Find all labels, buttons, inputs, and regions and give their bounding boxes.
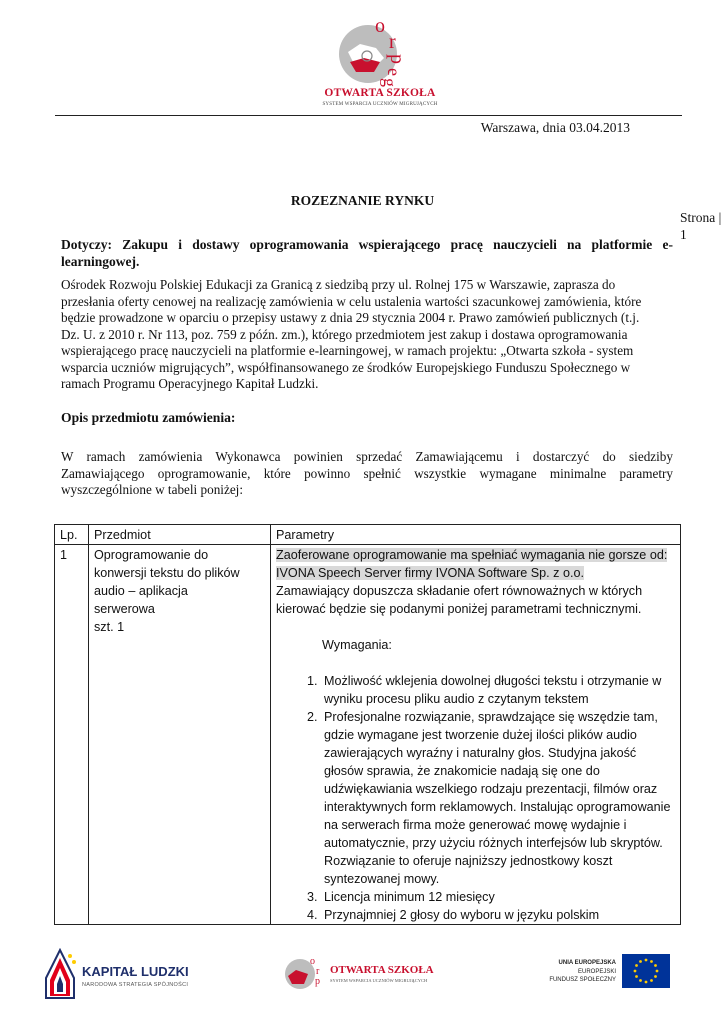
kapital-ludzki-emblem-icon [40, 948, 80, 1002]
row-lp: 1 [55, 545, 89, 925]
section-line: Zamawiającego oprogramowanie, które powinno spełnić wszystkie wymagane minimalne parametry [61, 465, 673, 481]
intro-line: Dz. U. z 2010 r. Nr 113, poz. 759 z późn. zm.), którego przedmiotem jest zakup i dostawa oprogramowania [61, 326, 628, 342]
eu-fund-line2: FUNDUSZ SPOŁECZNY [549, 977, 616, 983]
logo-letter-r: r [389, 31, 396, 53]
eu-title: UNIA EUROPEJSKA [558, 960, 616, 966]
page-number-value: 1 [680, 227, 687, 242]
orpeg-emblem-icon [320, 12, 440, 88]
svg-text:p: p [315, 976, 320, 987]
table-header-row [55, 525, 681, 545]
requirements-list [276, 672, 675, 924]
header-brand-subtitle: SYSTEM WSPARCIA UCZNIÓW MIGRUJĄCYCH [322, 102, 438, 107]
intro-line: będzie prowadzone w oparciu o przepisy ustawy z dnia 29 stycznia 2004 r. Prawo zamówień publicznych (t.j. [61, 310, 640, 325]
equivalent-offers-note: Zamawiający dopuszcza składanie ofert równoważnych w których kierować będzie się podanymi poniżej parametrami technicznymi. [276, 584, 643, 616]
footer-logos [0, 940, 725, 1000]
page-number-label: Strona | [680, 210, 722, 225]
requirements-title: Wymagania: [322, 638, 392, 652]
section-heading: Opis przedmiotu zamówienia: [61, 410, 236, 425]
header-lp: Lp. [55, 525, 89, 545]
otwarta-szkola-footer-logo [282, 952, 442, 992]
intro-line: wspierającego pracę nauczycieli na platformie e-learningowej, w ramach projektu: „Otwarta szkoła - system [61, 343, 634, 358]
section-paragraph [61, 449, 673, 499]
otwarta-szkola-subtitle: SYSTEM WSPARCIA UCZNIÓW MIGRUJĄCYCH [330, 978, 428, 983]
row-subject [89, 545, 271, 925]
page-title: ROZEZNANIE RYNKU [290, 193, 435, 208]
requirement-item: 1. Możliwość wklejenia dowolnej długości tekstu i otrzymanie w wyniku procesu pliku audio z czytanym tekstem [321, 672, 675, 708]
header-parameters: Parametry [271, 525, 681, 545]
intro-paragraph [61, 277, 673, 393]
section-line: W ramach zamówienia Wykonawca powinien sprzedać Zamawiającemu i dostarczyć do siedziby [61, 449, 673, 464]
logo-letter-e: e [384, 68, 404, 76]
intro-line: wsparcia uczniów migrujących”, współfinansowanego ze środków Europejskiego Funduszu Społecznego w [61, 359, 631, 375]
header-brand: OTWARTA SZKOŁA [324, 87, 436, 99]
row-subject-line: Oprogramowanie do [94, 548, 209, 562]
eu-efs-logo [540, 954, 670, 994]
svg-text:r: r [316, 966, 320, 977]
svg-text:o: o [310, 956, 315, 967]
eu-fund-line1: EUROPEJSKI [577, 969, 616, 975]
kapital-ludzki-title: KAPITAŁ LUDZKI [82, 964, 189, 979]
orpeg-logo [320, 12, 440, 112]
kapital-ludzki-logo [40, 946, 190, 1002]
intro-line: ramach Programu Operacyjnego Kapitał Ludzki. [61, 376, 319, 391]
requirement-item: 2. Profesjonalne rozwiązanie, sprawdzające się wszędzie tam, gdzie wymagane jest tworzenie dużej ilości plików audio zawierających wyraźny i naturalny głos. Studyjna jakość głosów sprawia, że znakomicie nadają się one do udźwiękawiania wszelkiego rodzaju prezentacji, filmów oraz interaktywnych form reklamowych. Instalując oprogramowanie na serwerach firma może generować mowę wydajnie i automatycznie, przy użyciu różnych interfejsów lub skryptów. Rozwiązanie to oferuje najniższy jednostkowy koszt syntezowanej mowy. [321, 708, 675, 888]
orpeg-small-emblem-icon [282, 952, 326, 992]
row-subject-line: szt. 1 [94, 620, 125, 634]
row-parameters [271, 545, 681, 925]
header-subject: Przedmiot [89, 525, 271, 545]
section-line: wyszczególnione w tabeli poniżej: [61, 482, 243, 497]
subject-line: Dotyczy: Zakupu i dostawy oprogramowania wspierającego pracę nauczycieli na platformie e-learningowej. [61, 237, 673, 269]
row-subject-line: audio – aplikacja [94, 584, 188, 598]
requirement-item: 3. Licencja minimum 12 miesięcy [321, 888, 675, 906]
logo-letter-p: p [386, 54, 408, 64]
intro-line: przesłania oferty cenowej na realizację zamówienia w celu ustalenia wartości szacunkowej zamówienia, które [61, 293, 642, 309]
requirement-item: 4. Przynajmniej 2 głosy do wyboru w języku polskim [321, 906, 675, 924]
row-subject-line: serwerowa [94, 602, 155, 616]
date-line: Warszawa, dnia 03.04.2013 [480, 120, 630, 135]
logo-letter-o: o [375, 15, 385, 37]
eu-flag-icon [622, 954, 670, 988]
intro-line: Ośrodek Rozwoju Polskiej Edukacji za Granicą z siedzibą przy ul. Rolnej 175 w Warszawie, zaprasza do [61, 277, 616, 292]
kapital-ludzki-subtitle: NARODOWA STRATEGIA SPÓJNOŚCI [82, 982, 189, 988]
row-subject-line: konwersji tekstu do plików [94, 566, 240, 580]
header-divider [55, 115, 682, 116]
page-number-note [680, 209, 725, 243]
highlighted-product: IVONA Speech Server firmy IVONA Software Sp. z o.o. [276, 566, 584, 580]
spec-table [54, 524, 681, 925]
highlighted-requirement: Zaoferowane oprogramowanie ma spełniać wymagania nie gorsze od: [276, 548, 668, 562]
logo-letter-g: g [380, 78, 400, 87]
otwarta-szkola-title: OTWARTA SZKOŁA [330, 964, 434, 976]
table-row [55, 545, 681, 925]
